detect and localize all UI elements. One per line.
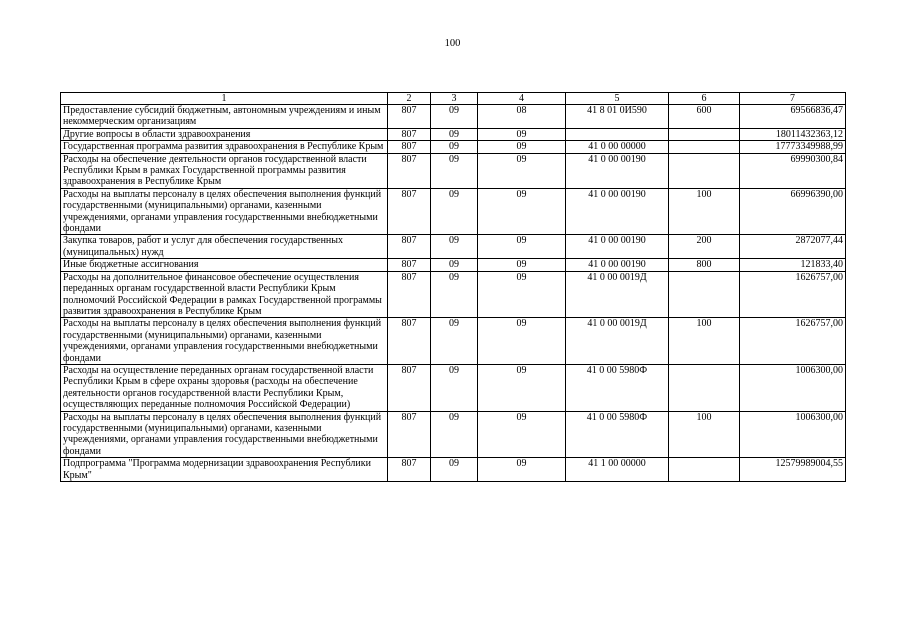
target-article-code: 41 0 00 00190 bbox=[566, 188, 669, 235]
expense-type-code bbox=[669, 271, 740, 318]
target-article-code: 41 0 00 0019Д bbox=[566, 271, 669, 318]
table-row bbox=[61, 235, 846, 259]
section-code: 09 bbox=[431, 105, 478, 129]
section-code: 09 bbox=[431, 318, 478, 365]
section-code: 09 bbox=[431, 128, 478, 140]
expense-type-code: 600 bbox=[669, 105, 740, 129]
header-row bbox=[61, 93, 846, 105]
table-row bbox=[61, 458, 846, 482]
section-code: 09 bbox=[431, 458, 478, 482]
column-header: 1 bbox=[61, 93, 388, 105]
ministry-code: 807 bbox=[388, 364, 431, 411]
subsection-code: 09 bbox=[478, 141, 566, 153]
target-article-code bbox=[566, 128, 669, 140]
ministry-code: 807 bbox=[388, 141, 431, 153]
amount: 18011432363,12 bbox=[740, 128, 846, 140]
table-row bbox=[61, 259, 846, 271]
subsection-code: 09 bbox=[478, 188, 566, 235]
subsection-code: 09 bbox=[478, 259, 566, 271]
ministry-code: 807 bbox=[388, 318, 431, 365]
subsection-code: 09 bbox=[478, 411, 566, 458]
row-name: Государственная программа развития здравоохранения в Республике Крым bbox=[61, 141, 388, 153]
expense-type-code bbox=[669, 141, 740, 153]
expense-type-code bbox=[669, 128, 740, 140]
section-code: 09 bbox=[431, 141, 478, 153]
expense-type-code bbox=[669, 458, 740, 482]
table-row bbox=[61, 411, 846, 458]
ministry-code: 807 bbox=[388, 411, 431, 458]
row-name: Предоставление субсидий бюджетным, автономным учреждениям и иным некоммерческим организациям bbox=[61, 105, 388, 129]
section-code: 09 bbox=[431, 235, 478, 259]
expense-type-code: 800 bbox=[669, 259, 740, 271]
target-article-code: 41 0 00 00000 bbox=[566, 141, 669, 153]
ministry-code: 807 bbox=[388, 188, 431, 235]
section-code: 09 bbox=[431, 259, 478, 271]
target-article-code: 41 0 00 0019Д bbox=[566, 318, 669, 365]
ministry-code: 807 bbox=[388, 105, 431, 129]
amount: 121833,40 bbox=[740, 259, 846, 271]
column-header: 2 bbox=[388, 93, 431, 105]
row-name: Расходы на осуществление переданных органам государственной власти Республики Крым в сфере охраны здоровья (расходы на обеспечение деятельности органов государственной власти Республики Крым, осуществляющих переданные полномочия Российской Федерации) bbox=[61, 364, 388, 411]
row-name: Закупка товаров, работ и услуг для обеспечения государственных (муниципальных) нужд bbox=[61, 235, 388, 259]
subsection-code: 09 bbox=[478, 364, 566, 411]
row-name: Расходы на дополнительное финансовое обеспечение осуществления переданных органам государственной власти Республики Крым полномочий Российской Федерации в рамках Государственной программы развития здравоохранения в Республике Крым bbox=[61, 271, 388, 318]
row-name: Другие вопросы в области здравоохранения bbox=[61, 128, 388, 140]
amount: 12579989004,55 bbox=[740, 458, 846, 482]
ministry-code: 807 bbox=[388, 458, 431, 482]
subsection-code: 09 bbox=[478, 128, 566, 140]
section-code: 09 bbox=[431, 364, 478, 411]
row-name: Расходы на обеспечение деятельности органов государственной власти Республики Крым в рамках Государственной программы развития здравоохранения в Республике Крым bbox=[61, 153, 388, 188]
section-code: 09 bbox=[431, 188, 478, 235]
target-article-code: 41 0 00 00190 bbox=[566, 235, 669, 259]
subsection-code: 09 bbox=[478, 318, 566, 365]
target-article-code: 41 8 01 0И590 bbox=[566, 105, 669, 129]
row-name: Расходы на выплаты персоналу в целях обеспечения выполнения функций государственными (муниципальными) органами, казенными учреждениями, органами управления государственными внебюджетными фондами bbox=[61, 411, 388, 458]
subsection-code: 09 bbox=[478, 458, 566, 482]
column-header: 7 bbox=[740, 93, 846, 105]
amount: 1626757,00 bbox=[740, 271, 846, 318]
amount: 1006300,00 bbox=[740, 364, 846, 411]
amount: 69566836,47 bbox=[740, 105, 846, 129]
column-header: 3 bbox=[431, 93, 478, 105]
table-row bbox=[61, 318, 846, 365]
column-header: 4 bbox=[478, 93, 566, 105]
table-row bbox=[61, 128, 846, 140]
target-article-code: 41 0 00 5980Ф bbox=[566, 364, 669, 411]
subsection-code: 09 bbox=[478, 271, 566, 318]
budget-table bbox=[60, 92, 846, 482]
section-code: 09 bbox=[431, 411, 478, 458]
target-article-code: 41 1 00 00000 bbox=[566, 458, 669, 482]
expense-type-code: 200 bbox=[669, 235, 740, 259]
column-header: 6 bbox=[669, 93, 740, 105]
target-article-code: 41 0 00 5980Ф bbox=[566, 411, 669, 458]
amount: 1006300,00 bbox=[740, 411, 846, 458]
target-article-code: 41 0 00 00190 bbox=[566, 259, 669, 271]
amount: 69990300,84 bbox=[740, 153, 846, 188]
table-row bbox=[61, 153, 846, 188]
ministry-code: 807 bbox=[388, 153, 431, 188]
section-code: 09 bbox=[431, 271, 478, 318]
table-body bbox=[61, 105, 846, 482]
expense-type-code: 100 bbox=[669, 188, 740, 235]
expense-type-code: 100 bbox=[669, 318, 740, 365]
row-name: Иные бюджетные ассигнования bbox=[61, 259, 388, 271]
table-row bbox=[61, 105, 846, 129]
expense-type-code bbox=[669, 364, 740, 411]
subsection-code: 08 bbox=[478, 105, 566, 129]
row-name: Расходы на выплаты персоналу в целях обеспечения выполнения функций государственными (муниципальными) органами, казенными учреждениями, органами управления государственными внебюджетными фондами bbox=[61, 318, 388, 365]
column-header: 5 bbox=[566, 93, 669, 105]
table-row bbox=[61, 271, 846, 318]
row-name: Подпрограмма "Программа модернизации здравоохранения Республики Крым" bbox=[61, 458, 388, 482]
ministry-code: 807 bbox=[388, 128, 431, 140]
page-number: 100 bbox=[444, 38, 461, 49]
target-article-code: 41 0 00 00190 bbox=[566, 153, 669, 188]
table-row bbox=[61, 364, 846, 411]
amount: 17773349988,99 bbox=[740, 141, 846, 153]
subsection-code: 09 bbox=[478, 235, 566, 259]
amount: 2872077,44 bbox=[740, 235, 846, 259]
row-name: Расходы на выплаты персоналу в целях обеспечения выполнения функций государственными (муниципальными) органами, казенными учреждениями, органами управления государственными внебюджетными фондами bbox=[61, 188, 388, 235]
expense-type-code: 100 bbox=[669, 411, 740, 458]
ministry-code: 807 bbox=[388, 235, 431, 259]
expense-type-code bbox=[669, 153, 740, 188]
ministry-code: 807 bbox=[388, 259, 431, 271]
amount: 66996390,00 bbox=[740, 188, 846, 235]
section-code: 09 bbox=[431, 153, 478, 188]
table-row bbox=[61, 188, 846, 235]
table-row bbox=[61, 141, 846, 153]
ministry-code: 807 bbox=[388, 271, 431, 318]
subsection-code: 09 bbox=[478, 153, 566, 188]
amount: 1626757,00 bbox=[740, 318, 846, 365]
